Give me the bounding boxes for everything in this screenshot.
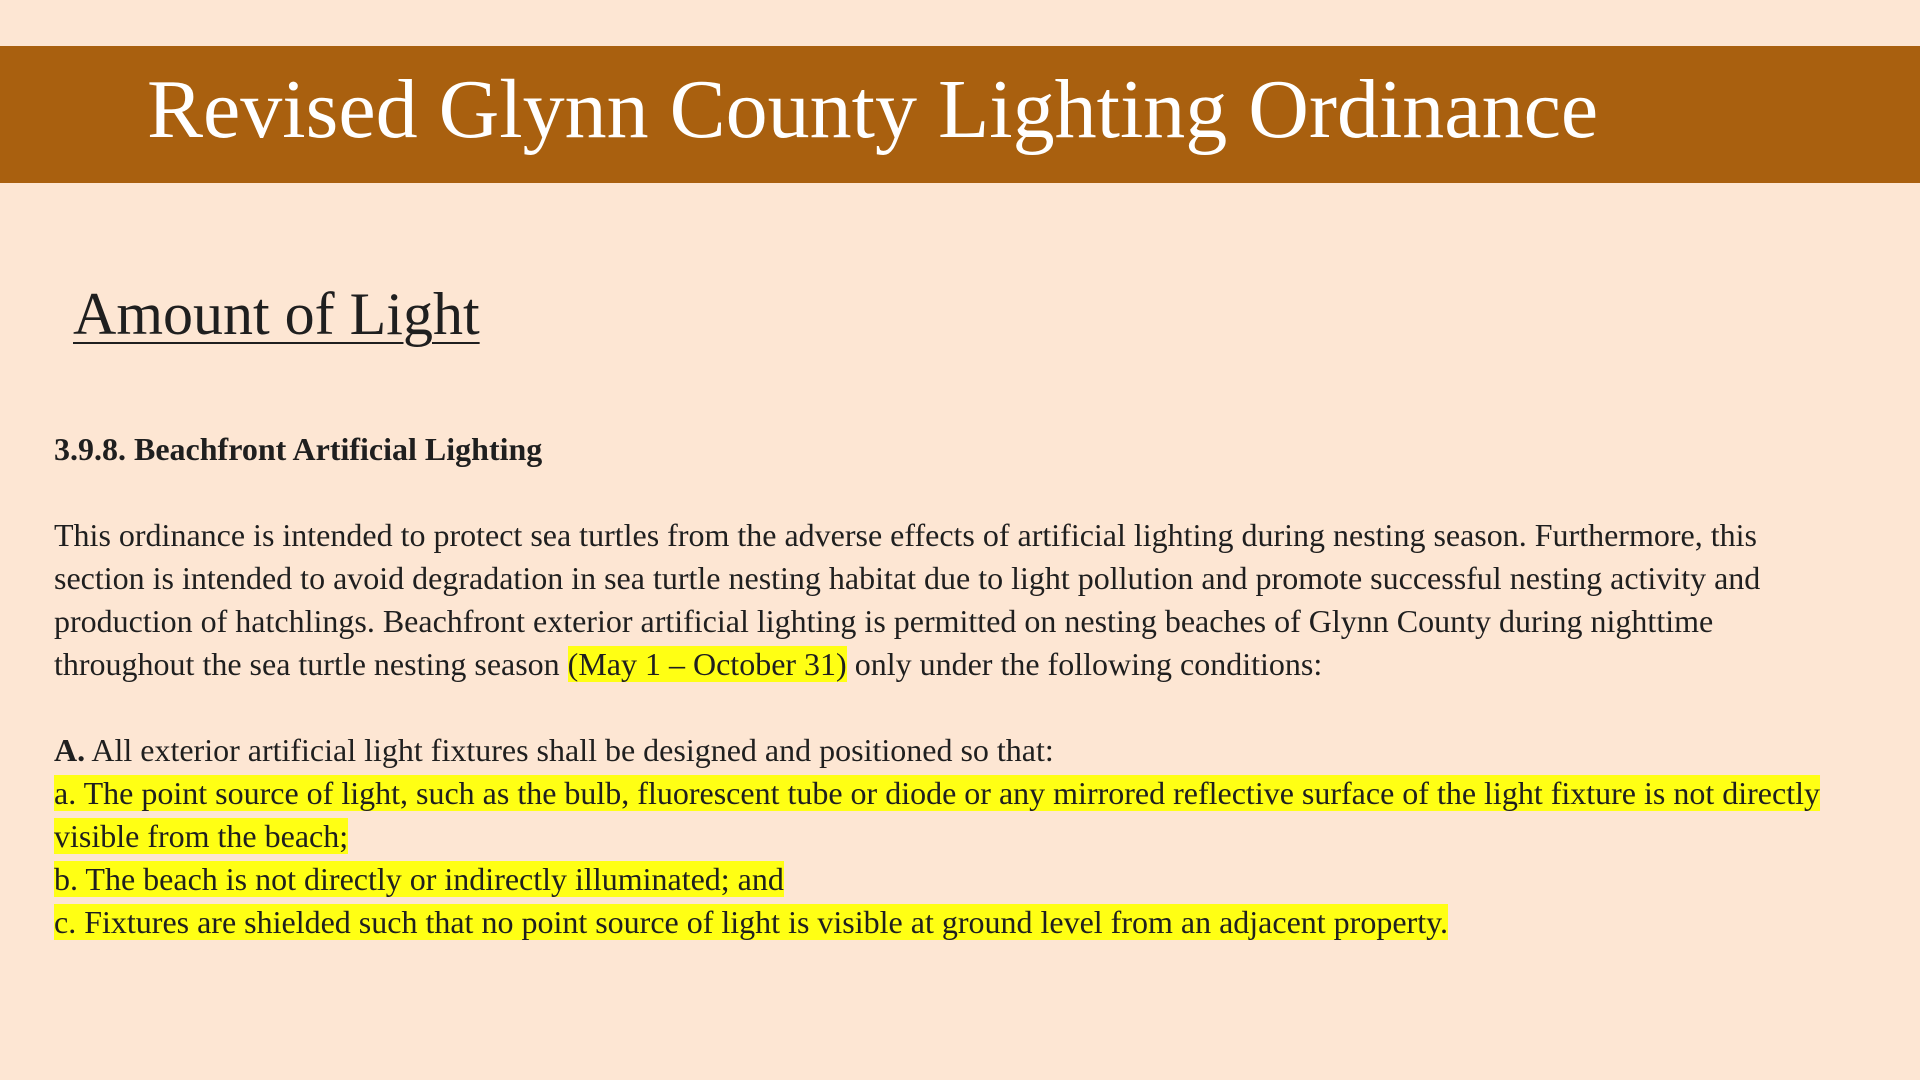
- slide-body: [54, 428, 1854, 944]
- ordinance-paragraph: [54, 514, 1854, 686]
- list-item: [54, 772, 1854, 858]
- condition-a-label: A.: [54, 732, 86, 768]
- slide-title: Revised Glynn County Lighting Ordinance: [147, 63, 1599, 156]
- condition-a-text: All exterior artificial light fixtures shall be designed and positioned so that:: [85, 732, 1054, 768]
- season-dates-highlight: (May 1 – October 31): [567, 646, 847, 682]
- paragraph-text-start: This ordinance is intended to protect sea turtles from the adverse effects of artificial lighting during nesting season. Furthermore, this section is intended to avoid degradation in sea turtle nesting habitat due to light pollution and promote successful nesting activity and production of hatchlings. Beachfront exterior artificial lighting is permitted on nesting beaches of Glynn County during nighttime throughout the sea turtle nesting season: [54, 517, 1761, 682]
- list-item: [54, 901, 1854, 944]
- slide-subtitle: Amount of Light: [73, 281, 480, 347]
- condition-item-b: b. The beach is not directly or indirectly illuminated; and: [54, 861, 784, 897]
- condition-item-c: c. Fixtures are shielded such that no point source of light is visible at ground level from an adjacent property.: [54, 904, 1448, 940]
- condition-a-intro: [54, 729, 1854, 772]
- section-heading: 3.9.8. Beachfront Artificial Lighting: [54, 431, 543, 467]
- list-item: [54, 858, 1854, 901]
- condition-item-a: a. The point source of light, such as the bulb, fluorescent tube or diode or any mirrored reflective surface of the light fixture is not directly visible from the beach;: [54, 775, 1820, 854]
- paragraph-text-end: only under the following conditions:: [846, 646, 1323, 682]
